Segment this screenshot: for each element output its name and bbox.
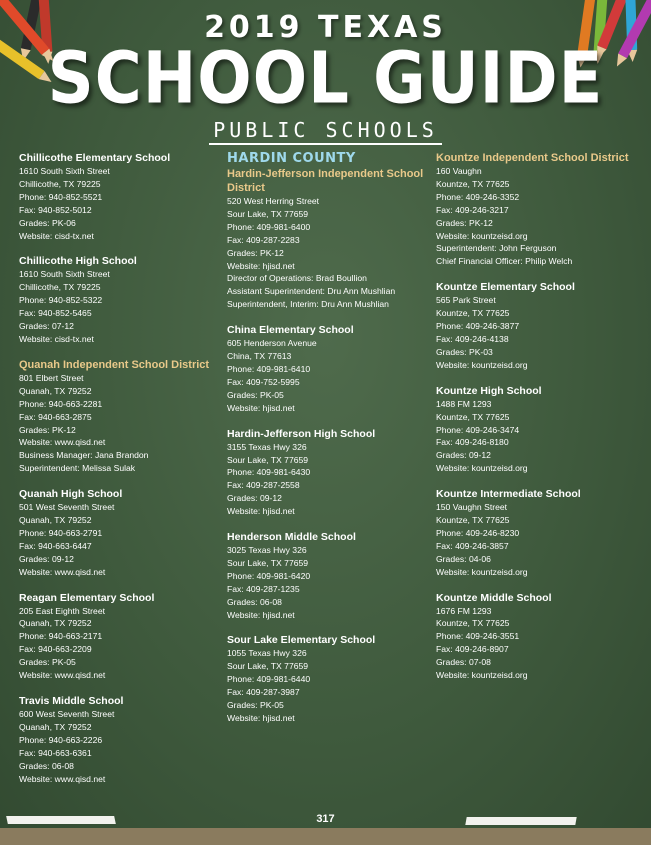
school-listing — [19, 591, 219, 682]
listing-detail-line: Fax: 940-852-5012 — [19, 204, 92, 215]
listing-detail-line: Phone: 409-246-3877 — [436, 321, 520, 332]
listing-detail-line: Website: hjisd.net — [227, 260, 295, 271]
district-listing — [227, 167, 432, 311]
listing-detail-line: Grades: 06-08 — [19, 760, 74, 771]
chalkboard-ledge — [0, 828, 651, 845]
listing-detail-line: Phone: 409-246-3551 — [436, 631, 520, 642]
school-listing — [436, 280, 648, 371]
listing-detail-line: Website: www.qisd.net — [19, 773, 106, 784]
listing-detail-line: Website: hjisd.net — [227, 609, 295, 620]
listing-detail-line: Fax: 409-246-8180 — [436, 437, 509, 448]
listing-detail-line: Phone: 409-981-6400 — [227, 221, 311, 232]
school-name: Kountze Middle School — [436, 591, 552, 604]
listing-detail-line: 1488 FM 1293 — [436, 398, 492, 409]
listing-detail-line: Phone: 409-981-6430 — [227, 467, 311, 478]
listing-detail-line: Website: kountzeisd.org — [436, 566, 528, 577]
listing-column-1 — [19, 151, 219, 797]
listing-detail-line: Fax: 940-663-6361 — [19, 747, 92, 758]
listing-detail-line: 801 Elbert Street — [19, 372, 84, 383]
school-name: Travis Middle School — [19, 695, 124, 707]
listing-detail-line: Grades: PK-03 — [436, 346, 493, 357]
listing-detail-line: Grades: PK-06 — [19, 217, 76, 228]
listing-detail-line: Phone: 409-246-8230 — [436, 527, 520, 538]
school-name: China Elementary School — [227, 324, 354, 337]
school-name: Quanah High School — [19, 488, 123, 501]
listing-detail-line: Quanah, TX 79252 — [19, 721, 92, 732]
listing-detail-line: Phone: 940-852-5322 — [19, 295, 103, 306]
listing-detail-line: Quanah, TX 79252 — [19, 385, 92, 396]
listing-detail-line: Chief Financial Officer: Philip Welch — [436, 256, 573, 267]
listing-detail-line: 1610 South Sixth Street — [19, 269, 110, 280]
listing-detail-line: Fax: 409-287-1235 — [227, 583, 300, 594]
listing-detail-line: Website: www.qisd.net — [19, 437, 106, 448]
listing-detail-line: Website: hjisd.net — [227, 506, 295, 517]
listing-detail-line: China, TX 77613 — [227, 351, 292, 362]
county-heading: HARDIN COUNTY — [227, 151, 356, 166]
listing-detail-line: Kountze, TX 77625 — [436, 411, 510, 422]
listing-detail-line: 605 Henderson Avenue — [227, 338, 317, 349]
listing-detail-line: Website: kountzeisd.org — [436, 463, 528, 474]
school-listing — [19, 694, 219, 785]
listing-detail-line: Grades: PK-12 — [436, 217, 493, 228]
listing-detail-line: Phone: 409-246-3352 — [436, 191, 520, 202]
listing-detail-line: Superintendent, Interim: Dru Ann Mushlian — [227, 299, 389, 310]
listing-detail-line: 3025 Texas Hwy 326 — [227, 545, 307, 556]
listing-column-2 — [227, 151, 432, 737]
school-listing — [227, 530, 432, 621]
district-listing — [436, 151, 648, 268]
listing-detail-line: 1676 FM 1293 — [436, 605, 492, 616]
listing-detail-line: Assistant Superintendent: Dru Ann Mushlian — [227, 286, 396, 297]
listing-detail-line: Superintendent: John Ferguson — [436, 243, 557, 254]
listing-detail-line: Fax: 409-246-3857 — [436, 540, 509, 551]
listing-detail-line: Grades: 09-12 — [227, 493, 282, 504]
listing-detail-line: Sour Lake, TX 77659 — [227, 208, 309, 219]
school-name: Hardin-Jefferson High School — [227, 427, 376, 440]
listing-detail-line: Fax: 940-852-5465 — [19, 308, 92, 319]
listing-detail-line: Kountze, TX 77625 — [436, 178, 510, 189]
listing-detail-line: Grades: 07-08 — [436, 657, 491, 668]
school-name: Kountze Elementary School — [436, 281, 575, 294]
listing-detail-line: Phone: 409-981-6440 — [227, 674, 311, 685]
listing-detail-line: Website: cisd-tx.net — [19, 333, 94, 344]
listing-detail-line: Director of Operations: Brad Boullion — [227, 273, 367, 284]
listing-detail-line: 520 West Herring Street — [227, 196, 320, 206]
school-listing — [19, 151, 219, 242]
school-name: Kountze Intermediate School — [436, 488, 581, 501]
section-subtitle-text: PUBLIC SCHOOLS — [209, 118, 442, 145]
listing-detail-line: Grades: 07-12 — [19, 321, 74, 332]
listing-detail-line: Fax: 940-663-2875 — [19, 411, 92, 422]
school-listing — [436, 384, 648, 475]
district-name: Kountze Independent School District — [436, 152, 629, 164]
school-name: Henderson Middle School — [227, 531, 356, 544]
listing-detail-line: 3155 Texas Hwy 326 — [227, 441, 307, 452]
listing-detail-line: Website: www.qisd.net — [19, 566, 106, 577]
listing-detail-line: Quanah, TX 79252 — [19, 618, 92, 629]
listing-detail-line: Chillicothe, TX 79225 — [19, 282, 101, 293]
school-listing — [227, 323, 432, 414]
listing-detail-line: Website: www.qisd.net — [19, 670, 106, 681]
listing-detail-line: Kountze, TX 77625 — [436, 618, 510, 629]
listing-detail-line: Fax: 409-246-8907 — [436, 644, 509, 655]
school-listing — [436, 591, 648, 682]
listing-detail-line: Grades: PK-12 — [227, 247, 284, 258]
listing-detail-line: Fax: 409-752-5995 — [227, 376, 300, 387]
listing-detail-line: Phone: 940-852-5521 — [19, 191, 103, 202]
listing-detail-line: Phone: 409-981-6410 — [227, 363, 311, 374]
listing-detail-line: Chillicothe, TX 79225 — [19, 178, 101, 189]
listing-detail-line: Grades: 09-12 — [19, 553, 74, 564]
school-name: Chillicothe High School — [19, 255, 137, 268]
listing-detail-line: Fax: 409-287-2558 — [227, 480, 300, 491]
school-name: Reagan Elementary School — [19, 591, 155, 604]
listing-detail-line: Sour Lake, TX 77659 — [227, 454, 309, 465]
listing-detail-line: Website: hjisd.net — [227, 713, 295, 723]
listing-detail-line: 565 Park Street — [436, 295, 496, 306]
listing-detail-line: 1610 South Sixth Street — [19, 166, 110, 176]
header-year: 2019 TEXAS — [204, 10, 447, 45]
listing-detail-line: Fax: 409-246-3217 — [436, 204, 509, 215]
listing-detail-line: 160 Vaughn — [436, 166, 482, 176]
listing-detail-line: Phone: 409-981-6420 — [227, 570, 311, 581]
listing-detail-line: Sour Lake, TX 77659 — [227, 661, 309, 672]
listing-detail-line: Grades: PK-12 — [19, 424, 76, 435]
listing-detail-line: Grades: PK-05 — [19, 657, 76, 668]
school-listing — [436, 487, 648, 578]
section-subtitle — [0, 118, 651, 142]
school-name: Sour Lake Elementary School — [227, 634, 376, 647]
school-listing — [19, 487, 219, 578]
listing-detail-line: 501 West Seventh Street — [19, 502, 115, 513]
listing-detail-line: Phone: 940-663-2281 — [19, 398, 103, 409]
listing-detail-line: Phone: 409-246-3474 — [436, 424, 520, 435]
page-title: SCHOOL GUIDE — [47, 37, 604, 121]
page-number: 317 — [316, 813, 335, 825]
listing-detail-line: Grades: PK-05 — [227, 389, 284, 400]
listing-detail-line: Website: kountzeisd.org — [436, 359, 528, 370]
listing-detail-line: Grades: PK-05 — [227, 700, 284, 711]
listing-detail-line: Website: hjisd.net — [227, 402, 295, 413]
listing-detail-line: Website: cisd-tx.net — [19, 230, 94, 241]
listing-detail-line: Quanah, TX 79252 — [19, 515, 92, 526]
listing-detail-line: Phone: 940-663-2226 — [19, 734, 103, 745]
listing-detail-line: Fax: 409-246-4138 — [436, 333, 509, 344]
listing-detail-line: Phone: 940-663-2171 — [19, 631, 103, 642]
listing-detail-line: Grades: 09-12 — [436, 450, 491, 461]
school-listing — [227, 427, 432, 518]
listing-detail-line: Kountze, TX 77625 — [436, 515, 510, 526]
listing-detail-line: Business Manager: Jana Brandon — [19, 450, 149, 461]
listing-detail-line: Website: kountzeisd.org — [436, 670, 528, 681]
listing-detail-line: Kountze, TX 77625 — [436, 308, 510, 319]
listing-detail-line: Superintendent: Melissa Sulak — [19, 463, 136, 474]
listing-detail-line: 1055 Texas Hwy 326 — [227, 648, 307, 659]
school-name: Chillicothe Elementary School — [19, 152, 171, 164]
district-listing — [19, 358, 219, 475]
school-listing — [227, 633, 432, 724]
listing-detail-line: Website: kountzeisd.org — [436, 230, 528, 241]
listing-detail-line: Fax: 940-663-2209 — [19, 644, 92, 655]
listing-detail-line: Fax: 940-663-6447 — [19, 540, 92, 551]
district-name: Hardin-Jefferson Independent School District — [227, 168, 424, 194]
listing-detail-line: Grades: 04-06 — [436, 553, 491, 564]
listing-detail-line: Sour Lake, TX 77659 — [227, 557, 309, 568]
school-name: Kountze High School — [436, 384, 542, 397]
listing-detail-line: Fax: 409-287-3987 — [227, 687, 300, 698]
school-listing — [19, 254, 219, 345]
district-name: Quanah Independent School District — [19, 358, 210, 371]
listing-detail-line: Fax: 409-287-2283 — [227, 234, 300, 245]
listing-detail-line: 150 Vaughn Street — [436, 502, 508, 513]
listing-detail-line: 205 East Eighth Street — [19, 605, 105, 616]
listing-detail-line: 600 West Seventh Street — [19, 709, 115, 719]
listing-column-3 — [436, 151, 648, 694]
listing-detail-line: Phone: 940-663-2791 — [19, 527, 103, 538]
listing-detail-line: Grades: 06-08 — [227, 596, 282, 607]
